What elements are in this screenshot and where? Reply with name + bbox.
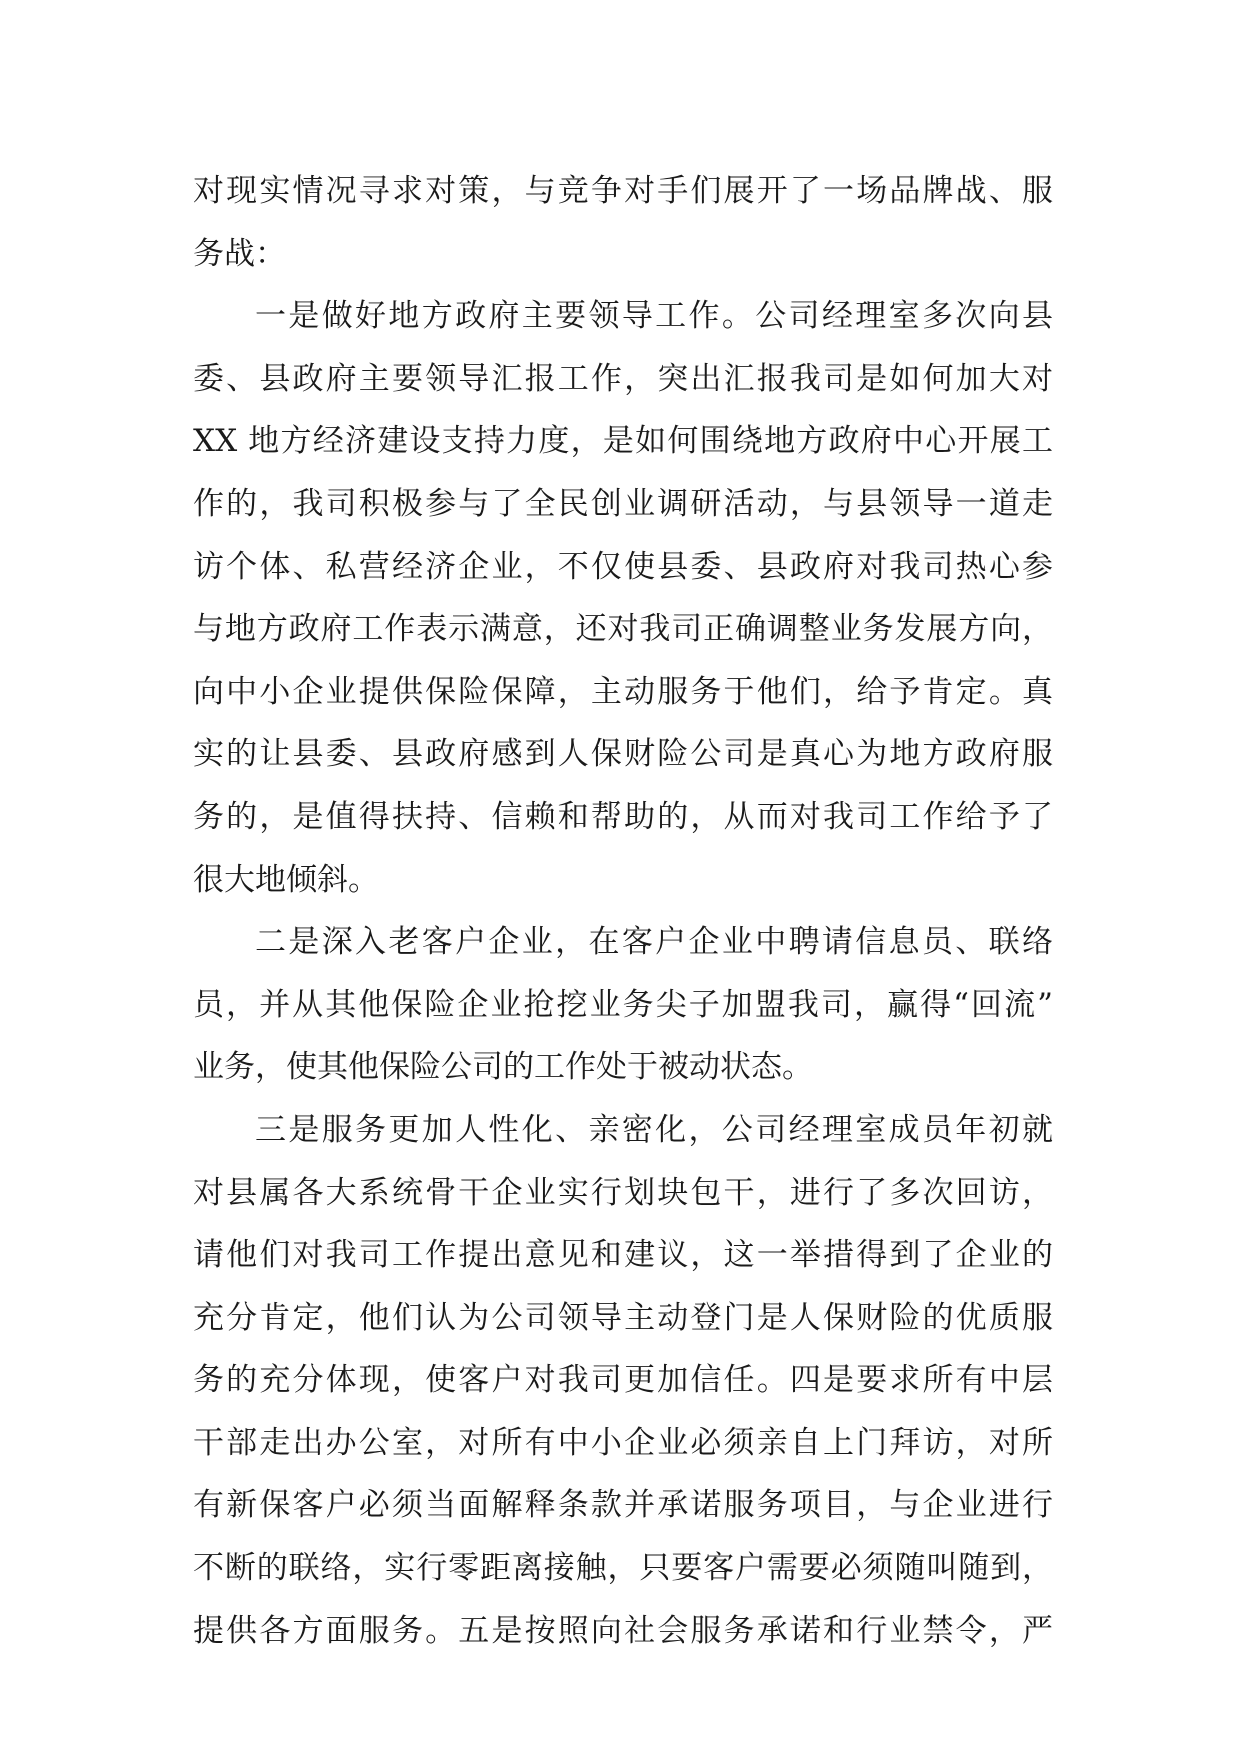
text-line: 对现实情况寻求对策，与竞争对手们展开了一场品牌战、服 — [193, 173, 1053, 209]
text-line: 业务，使其他保险公司的工作处于被动状态。 — [193, 1049, 813, 1086]
text-line: 不断的联络，实行零距离接触，只要客户需要必须随叫随到， — [193, 1550, 1053, 1587]
text-line: 很大地倾斜。 — [193, 861, 379, 898]
text-line: 实的让县委、县政府感到人保财险公司是真心为地方政府服 — [193, 736, 1053, 773]
text-line: 有新保客户必须当面解释条款并承诺服务项目，与企业进行 — [193, 1487, 1053, 1524]
text-line: 作的，我司积极参与了全民创业调研活动，与县领导一道走 — [193, 485, 1053, 522]
text-line: 干部走出办公室，对所有中小企业必须亲自上门拜访，对所 — [193, 1424, 1053, 1461]
text-line: 向中小企业提供保险保障，主动服务于他们，给予肯定。真 — [193, 673, 1053, 710]
text-line: 访个体、私营经济企业，不仅使县委、县政府对我司热心参 — [193, 548, 1053, 585]
paragraph-first-line: 一是做好地方政府主要领导工作。公司经理室多次向县 — [255, 298, 1053, 335]
document-body — [193, 160, 1053, 1662]
text-line: 务的充分体现，使客户对我司更加信任。四是要求所有中层 — [193, 1362, 1053, 1399]
paragraph-first-line: 二是深入老客户企业，在客户企业中聘请信息员、联络 — [255, 924, 1053, 961]
text-line: 务战： — [193, 235, 286, 272]
text-line: 员，并从其他保险企业抢挖业务尖子加盟我司，赢得“回流” — [193, 986, 1053, 1023]
text-line: 与地方政府工作表示满意，还对我司正确调整业务发展方向， — [193, 611, 1053, 648]
text-line: 请他们对我司工作提出意见和建议，这一举措得到了企业的 — [193, 1237, 1053, 1274]
text-line: 务的，是值得扶持、信赖和帮助的，从而对我司工作给予了 — [193, 798, 1053, 835]
text-line: 提供各方面服务。五是按照向社会服务承诺和行业禁令，严 — [193, 1612, 1053, 1649]
text-line: XX 地方经济建设支持力度，是如何围绕地方政府中心开展工 — [193, 423, 1053, 460]
text-line: 委、县政府主要领导汇报工作，突出汇报我司是如何加大对 — [193, 360, 1053, 397]
text-line: 对县属各大系统骨干企业实行划块包干，进行了多次回访， — [193, 1174, 1053, 1211]
text-line: 充分肯定，他们认为公司领导主动登门是人保财险的优质服 — [193, 1299, 1053, 1336]
paragraph-first-line: 三是服务更加人性化、亲密化，公司经理室成员年初就 — [255, 1111, 1053, 1148]
